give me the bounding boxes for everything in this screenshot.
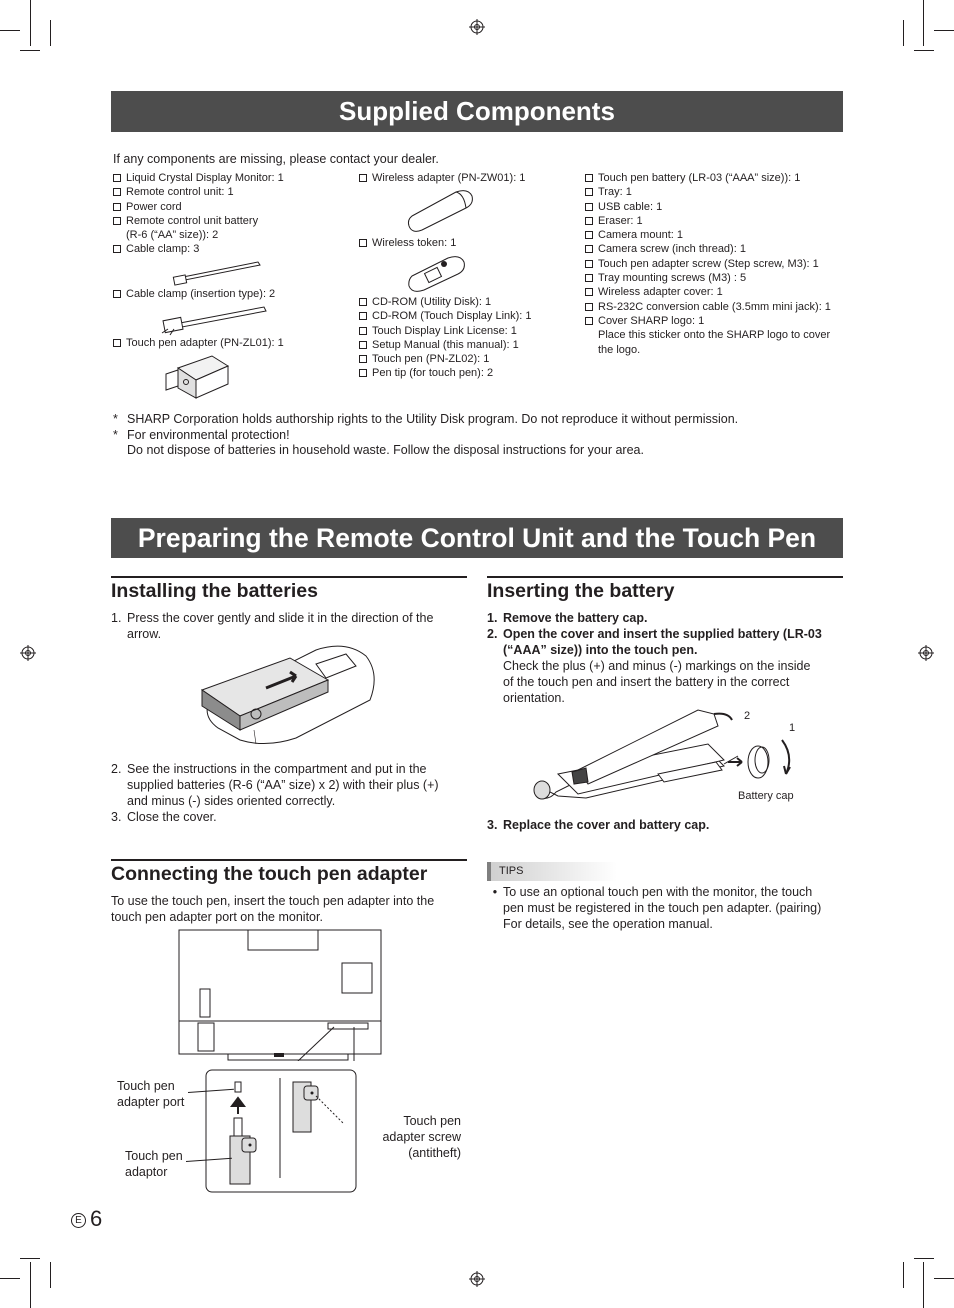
list-item [113,214,343,228]
list-item [113,171,343,185]
list-item [585,185,847,199]
asterisk: * [113,412,118,426]
footnotes [113,412,853,459]
figure-label-1: 1 [789,722,796,734]
crop-mark [934,30,954,31]
footnote [113,412,853,428]
checkbox-icon [585,231,593,239]
registration-mark-icon [469,19,485,35]
list-item [585,300,847,314]
battery-cap-label: Battery cap [738,790,794,802]
step [111,610,467,626]
crop-mark [934,1278,954,1279]
list-item [585,200,847,214]
heading-installing-batteries: Installing the batteries [111,576,467,603]
list-item [113,185,343,199]
label-line: Touch pen [403,1114,461,1128]
item-label: Power cord [126,200,182,213]
checkbox-icon [113,217,121,225]
step [487,626,843,642]
tip-text: For details, see the operation manual. [503,917,713,931]
tip [487,884,843,900]
list-item [585,257,847,271]
step-text: arrow. [127,627,162,641]
connecting-text [111,893,467,925]
list-item [585,285,847,299]
checkbox-icon [113,203,121,211]
components-column-1 [113,171,343,257]
list-item [585,228,847,242]
item-note: the logo. [598,343,641,356]
step-number: 1. [111,611,122,625]
checkbox-icon [585,174,593,182]
step-number: 1. [487,611,498,625]
item-label: RS-232C conversion cable (3.5mm mini jack): 1 [598,300,831,313]
crop-mark [914,50,934,51]
crop-mark [0,30,20,31]
port-label [117,1078,184,1110]
checkbox-icon [113,339,121,347]
step-note: of the touch pen and insert the battery in the correct [503,675,790,689]
tips-text [487,884,843,932]
crop-mark [50,20,51,46]
registration-mark-icon [918,645,934,661]
list-item [359,295,579,309]
list-item [113,336,284,350]
checkbox-icon [359,369,367,377]
list-item [359,309,579,323]
heading-connecting-adapter: Connecting the touch pen adapter [111,859,467,886]
step-number: 3. [487,818,498,832]
checkbox-icon [359,327,367,335]
step-note: Check the plus (+) and minus (-) markings on the inside [503,659,811,673]
step-text: Close the cover. [127,810,217,824]
paragraph-line: touch pen adapter port on the monitor. [111,910,323,924]
crop-mark [923,1262,924,1308]
checkbox-icon [359,174,367,182]
item-label: Cover SHARP logo: 1 [598,314,705,327]
checkbox-icon [359,239,367,247]
list-item [113,242,343,256]
item-label: Touch Display Link License: 1 [372,324,517,337]
item-label: Eraser: 1 [598,214,643,227]
checkbox-icon [585,203,593,211]
checkbox-icon [359,355,367,363]
heading-inserting-battery: Inserting the battery [487,576,843,603]
crop-mark [903,1262,904,1288]
footnote-text: SHARP Corporation holds authorship rights to the Utility Disk program. Do not reproduce it without permission. [127,412,739,426]
crop-mark [20,50,40,51]
checkbox-icon [359,312,367,320]
label-line: adapter screw [382,1130,461,1144]
list-item [359,324,579,338]
adapter-detail-illustration [204,1068,358,1194]
list-item [359,366,579,380]
step-text: Open the cover and insert the supplied battery (LR-03 [503,627,822,641]
crop-mark [30,1262,31,1308]
installing-steps-2 [111,761,467,825]
figure-label-2: 2 [744,710,751,722]
checkbox-icon [585,303,593,311]
crop-mark [30,0,31,46]
step [111,809,467,825]
item-label: Wireless token: 1 [372,237,457,249]
step-text: (“AAA” size)) into the touch pen. [503,643,698,657]
item-label: USB cable: 1 [598,200,663,213]
label-line: Touch pen [117,1079,175,1093]
tip-text: To use an optional touch pen with the monitor, the touch [503,885,813,899]
item-label: Pen tip (for touch pen): 2 [372,367,494,380]
checkbox-icon [359,298,367,306]
step [487,817,709,833]
wireless-adapter-illustration [404,186,476,234]
intro-text: If any components are missing, please contact your dealer. [113,152,439,166]
monitor-rear-illustration [178,929,383,1061]
label-line: (antitheft) [408,1146,461,1160]
list-item [113,200,343,214]
tips-label-text: TIPS [499,865,524,877]
tip-text: pen must be registered in the touch pen adapter. (pairing) [503,901,822,915]
checkbox-icon [585,217,593,225]
step-note: orientation. [503,691,565,705]
cable-clamp-illustration [172,256,264,286]
item-label: Tray: 1 [598,186,632,199]
item-label: CD-ROM (Touch Display Link): 1 [372,310,532,323]
list-item [359,352,579,366]
item-label: Remote control unit battery [126,214,259,227]
list-item [359,236,456,250]
checkbox-icon [585,317,593,325]
crop-mark [50,1262,51,1288]
item-label: CD-ROM (Utility Disk): 1 [372,296,492,308]
registration-mark-icon [20,645,36,661]
section-title-supplied-components: Supplied Components [111,91,843,132]
item-label: Camera screw (inch thread): 1 [598,243,746,256]
paragraph-line: To use the touch pen, insert the touch pen adapter into the [111,894,435,908]
components-column-3 [585,171,847,357]
item-label-continued: (R-6 (“AA” size)): 2 [126,229,219,242]
step-text: Remove the battery cap. [503,611,648,625]
item-label: Cable clamp: 3 [126,243,200,256]
crop-mark [0,1278,20,1279]
item-label: Cable clamp (insertion type): 2 [126,288,276,300]
list-item [585,171,847,185]
footnote-text: For environmental protection! [127,427,290,442]
screw-label [366,1113,461,1161]
asterisk: * [113,427,118,442]
crop-mark [914,1258,934,1259]
inserting-steps [487,610,843,706]
components-column-2-list [359,295,579,381]
step-text: supplied batteries (R-6 (“AA” size) x 2) with their plus (+) [127,778,439,792]
label-line: Touch pen [125,1149,183,1163]
step-text: Replace the cover and battery cap. [503,818,710,832]
list-item [359,338,579,352]
installing-steps-1 [111,610,467,642]
step-number: 2. [487,627,498,641]
tips-label [487,862,617,881]
crop-mark [923,0,924,46]
step-number: 3. [111,810,122,824]
section-title-preparing: Preparing the Remote Control Unit and the Touch Pen [111,518,843,558]
item-label: Wireless adapter (PN-ZW01): 1 [372,172,526,184]
bullet: • [492,885,498,899]
checkbox-icon [585,260,593,268]
item-label: Tray mounting screws (M3) : 5 [598,272,747,285]
touch-pen-adapter-illustration [160,352,234,402]
checkbox-icon [585,245,593,253]
step-text: See the instructions in the compartment and put in the [127,762,427,776]
wireless-token-illustration [404,250,468,294]
step [487,610,843,626]
item-label: Liquid Crystal Display Monitor: 1 [126,172,284,184]
item-label: Touch pen battery (LR-03 (“AAA” size)): 1 [598,172,801,184]
item-label: Remote control unit: 1 [126,186,234,199]
checkbox-icon [113,290,121,298]
step-number: 2. [111,762,122,776]
crop-mark [20,1258,40,1259]
checkbox-icon [113,245,121,253]
remote-control-illustration [196,644,378,746]
checkbox-icon [585,274,593,282]
crop-mark [903,20,904,46]
adaptor-label [125,1148,183,1180]
item-label: Wireless adapter cover: 1 [598,286,723,299]
label-line: adaptor [125,1165,168,1179]
language-badge: E [71,1213,86,1228]
step [111,761,467,777]
checkbox-icon [585,188,593,196]
item-label: Touch pen (PN-ZL02): 1 [372,353,490,366]
checkbox-icon [113,188,121,196]
step-text: Press the cover gently and slide it in the direction of the [127,611,434,625]
item-label: Camera mount: 1 [598,229,683,242]
page-number: 6 [90,1206,103,1231]
list-item [585,214,847,228]
list-item [113,287,275,301]
footnote [113,428,853,444]
item-label: Touch pen adapter screw (Step screw, M3): 1 [598,257,819,270]
list-item [585,271,847,285]
label-line: adapter port [117,1095,185,1109]
footnote-text: Do not dispose of batteries in household waste. Follow the disposal instructions for your area. [127,443,644,457]
checkbox-icon [359,341,367,349]
list-item [585,314,847,328]
cable-clamp-insertion-illustration [160,303,270,337]
item-label: Touch pen adapter (PN-ZL01): 1 [126,337,284,349]
registration-mark-icon [469,1271,485,1287]
step-text: and minus (-) sides oriented correctly. [127,794,336,808]
item-label: Setup Manual (this manual): 1 [372,338,519,351]
checkbox-icon [585,288,593,296]
item-note: Place this sticker onto the SHARP logo to cover [598,329,831,342]
list-item [359,171,525,185]
checkbox-icon [113,174,121,182]
list-item [585,242,847,256]
